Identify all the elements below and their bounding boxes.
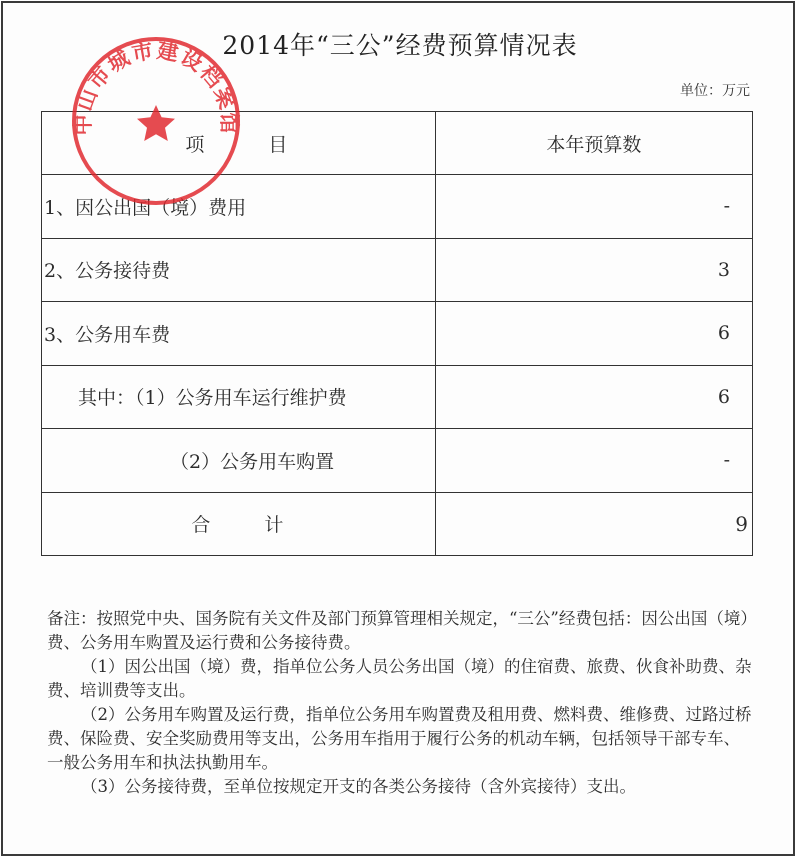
- row-label: 1、因公出国（境）费用: [42, 175, 436, 239]
- seal-text: 中山市城市建设档案馆: [70, 38, 242, 136]
- row-value: -: [435, 429, 752, 493]
- table-total-row: [42, 492, 753, 556]
- table-row: [42, 238, 753, 302]
- notes-section: [47, 607, 755, 799]
- table-row: [42, 429, 753, 493]
- table-row: [42, 365, 753, 429]
- row-label: （2）公务用车购置: [42, 429, 436, 493]
- row-label: 3、公务用车费: [42, 302, 436, 366]
- note-paragraph: 备注：按照党中央、国务院有关文件及部门预算管理相关规定，“三公”经费包括：因公出国（境）费、公务用车购置及运行费和公务接待费。: [47, 609, 749, 652]
- header-item-left: 项: [185, 133, 209, 156]
- total-label-cell: [42, 492, 436, 556]
- header-value-cell: 本年预算数: [435, 112, 752, 175]
- note-paragraph: （1）因公出国（境）费，指单位公务人员公务出国（境）的住宿费、旅费、伙食补助费、杂费、培训费等支出。: [47, 657, 752, 700]
- total-value: 9: [435, 492, 752, 556]
- header-item-cell: [42, 112, 436, 175]
- table-row: [42, 175, 753, 239]
- table-row: [42, 302, 753, 366]
- row-value: 6: [435, 302, 752, 366]
- budget-table: [41, 111, 753, 556]
- note-paragraph: （3）公务接待费，至单位按规定开支的各类公务接待（含外宾接待）支出。: [81, 777, 636, 796]
- row-label: 2、公务接待费: [42, 238, 436, 302]
- unit-label: 单位：万元: [680, 83, 750, 99]
- header-item-right: 目: [268, 133, 292, 156]
- row-label: 其中：（1）公务用车运行维护费: [42, 365, 436, 429]
- table-header-row: [42, 112, 753, 175]
- total-label-left: 合: [191, 514, 213, 537]
- document-title: 2014年“三公”经费预算情况表: [222, 31, 578, 60]
- note-paragraph: （2）公务用车购置及运行费，指单位公务用车购置费及租用费、燃料费、维修费、过路过桥费、保险费、安全奖励费用等支出，公务用车指用于履行公务的机动车辆，包括领导干部专车、一般公务用车和执法执勤用车。: [47, 705, 752, 772]
- row-value: -: [435, 175, 752, 239]
- total-label-right: 计: [264, 514, 286, 537]
- row-value: 3: [435, 238, 752, 302]
- row-value: 6: [435, 365, 752, 429]
